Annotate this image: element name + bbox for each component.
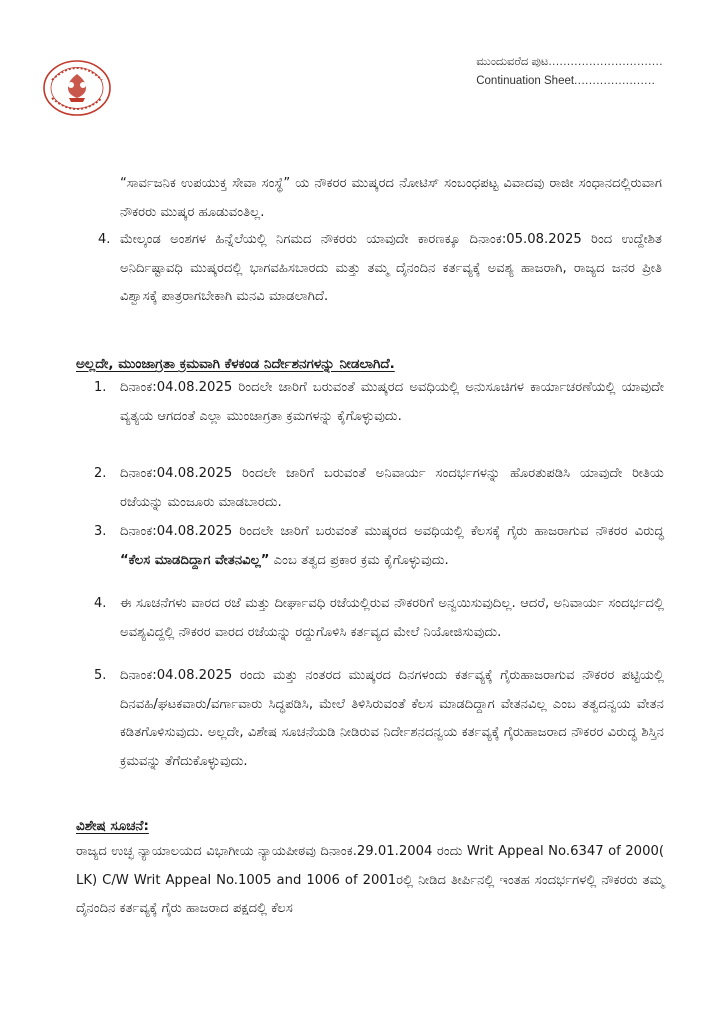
directive-text: ದಿನಾಂಕ:04.08.2025 ರಂದು ಮತ್ತು ನಂತರದ ಮುಷ್ಕರದ ದಿನಗಳಂದು ಕರ್ತವ್ಯಕ್ಕೆ ಗೈರುಹಾಜರಾಗುವ ನೌಕರರ ಪಟ್ಟಿಯಲ್ಲಿ ದಿನವಹಿ/ಘಟಕವಾರು/ವರ್ಗಾವಾರು ಸಿದ್ಧಪಡಿಸಿ, ಮೇಲೆ ತಿಳಿಸಿರುವಂತೆ ಕೆಲಸ ಮಾಡದಿದ್ದಾಗ ವೇತನವಿಲ್ಲ ಎಂಬ ತತ್ವದನ್ವಯ ವೇತನ ಕಡಿತಗೊಳಿಸುವುದು. ಅಲ್ಲದೇ, ವಿಶೇಷ ಸೂಚನೆಯಡಿ ನೀಡಿರುವ ನಿರ್ದೇಶನದನ್ವಯ ಕರ್ತವ್ಯಕ್ಕೆ ಗೈರುಹಾಜರಾದ ನೌಕರರ ವಿರುದ್ಧ ಶಿಸ್ತಿನ ಕ್ರಮವನ್ನು ತೆಗೆದುಕೊಳ್ಳುವುದು. xyxy=(120,668,664,769)
list-item-text: ಮೇಲ್ಕಂಡ ಅಂಶಗಳ ಹಿನ್ನೆಲೆಯಲ್ಲಿ ನಿಗಮದ ನೌಕರರು ಯಾವುದೇ ಕಾರಣಕ್ಕೂ ದಿನಾಂಕ:05.08.2025 ರಿಂದ ಉದ್ದೇಶಿತ ಅನಿರ್ದಿಷ್ಟಾವಧಿ ಮುಷ್ಕರದಲ್ಲಿ ಭಾಗವಹಿಸಬಾರದು ಮತ್ತು ತಮ್ಮ ದೈನಂದಿನ ಕರ್ತವ್ಯಕ್ಕೆ ಅವಶ್ಯ ಹಾಜರಾಗಿ, ರಾಜ್ಯದ ಜನರ ಪ್ರೀತಿ ವಿಶ್ವಾಸಕ್ಕೆ ಪಾತ್ರರಾಗಬೇಕಾಗಿ ಮನವಿ ಮಾಡಲಾಗಿದೆ. xyxy=(120,232,662,304)
directive-item xyxy=(94,460,664,517)
top-paragraph: “ಸಾರ್ವಜನಿಕ ಉಪಯುಕ್ತ ಸೇವಾ ಸಂಸ್ಥೆ” ಯ ನೌಕರರ ಮುಷ್ಕರದ ನೋಟಿಸ್ ಸಂಬಂಧಪಟ್ಟ ವಿವಾದವು ರಾಜೀ ಸಂಧಾನದಲ್ಲಿರುವಾಗ ನೌಕರರು ಮುಷ್ಕರ ಹೂಡುವಂತಿಲ್ಲ. xyxy=(120,176,662,220)
directive-number: 2. xyxy=(94,466,107,481)
directive-item xyxy=(94,662,664,776)
directive-number: 1. xyxy=(94,380,107,395)
directive-text: ದಿನಾಂಕ:04.08.2025 ರಿಂದಲೇ ಜಾರಿಗೆ ಬರುವಂತೆ ಅನಿವಾರ್ಯ ಸಂದರ್ಭಗಳನ್ನು ಹೊರತುಪಡಿಸಿ ಯಾವುದೇ ರೀತಿಯ ರಜೆಯನ್ನು ಮಂಜೂರು ಮಾಡಬಾರದು. xyxy=(120,466,664,510)
english-continuation-label: Continuation Sheet...................... xyxy=(476,75,656,87)
directive-text: ಈ ಸೂಚನೆಗಳು ವಾರದ ರಜೆ ಮತ್ತು ದೀರ್ಘಾವಧಿ ರಜೆಯಲ್ಲಿರುವ ನೌಕರರಿಗೆ ಅನ್ವಯಿಸುವುದಿಲ್ಲ. ಆದರೆ, ಅನಿವಾರ್ಯ ಸಂದರ್ಭದಲ್ಲಿ ಅವಶ್ಯವಿದ್ದಲ್ಲಿ ನೌಕರರ ವಾರದ ರಜೆಯನ್ನು ರದ್ದುಗೊಳಿಸಿ ಕರ್ತವ್ಯದ ಮೇಲೆ ನಿಯೋಜಿಸುವುದು. xyxy=(120,596,664,640)
directive-item xyxy=(94,590,664,647)
special-note-heading: ವಿಶೇಷ ಸೂಚನೆ: xyxy=(76,818,149,834)
ksrtc-seal-icon xyxy=(38,58,116,118)
directive-item xyxy=(94,374,664,431)
directive-number: 4. xyxy=(94,596,107,611)
directive-number: 3. xyxy=(94,524,107,539)
list-item xyxy=(98,226,662,312)
no-work-no-pay-phrase: “ಕೆಲಸ ಮಾಡದಿದ್ದಾಗ ವೇತನವಿಲ್ಲ” xyxy=(120,552,270,568)
directive-text: ದಿನಾಂಕ:04.08.2025 ರಿಂದಲೇ ಜಾರಿಗೆ ಬರುವಂತೆ ಮುಷ್ಕರದ ಅವಧಿಯಲ್ಲಿ ಅನುಸೂಚಿಗಳ ಕಾರ್ಯಾಚರಣೆಯಲ್ಲಿ ಯಾವುದೇ ವ್ಯತ್ಯಯ ಆಗದಂತೆ ಎಲ್ಲಾ ಮುಂಜಾಗ್ರತಾ ಕ್ರಮಗಳನ್ನು ಕೈಗೊಳ್ಳುವುದು. xyxy=(120,380,664,424)
directive-number: 5. xyxy=(94,668,107,683)
list-item-number: 4. xyxy=(98,232,111,247)
directive-item xyxy=(94,518,664,575)
special-note-text: ರಾಜ್ಯದ ಉಚ್ಛ ನ್ಯಾಯಾಲಯದ ವಿಭಾಗೀಯ ನ್ಯಾಯಪೀಠವು ದಿನಾಂಕ.29.01.2004 ರಂದು Writ Appeal No.6347 of 2000( LK) C/W Writ Appeal No.1005 and 1006 of 2001ರಲ್ಲಿ ನೀಡಿದ ತೀರ್ಪಿನಲ್ಲಿ ಇಂತಹ ಸಂದರ್ಭಗಳಲ್ಲಿ ನೌಕರರು ತಮ್ಮ ದೈನಂದಿನ ಕರ್ತವ್ಯಕ್ಕೆ ಗೈರು ಹಾಜರಾದ ಪಕ್ಷದಲ್ಲಿ ಕೆಲಸ xyxy=(76,844,664,916)
directive-text: ದಿನಾಂಕ:04.08.2025 ರಿಂದಲೇ ಜಾರಿಗೆ ಬರುವಂತೆ ಮುಷ್ಕರದ ಅವಧಿಯಲ್ಲಿ ಕೆಲಸಕ್ಕೆ ಗೈರು ಹಾಜರಾಗುವ ನೌಕರರ ವಿರುದ್ಧ “ಕೆಲಸ ಮಾಡದಿದ್ದಾಗ ವೇತನವಿಲ್ಲ” ಎಂಬ ತತ್ವದ ಪ್ರಕಾರ ಕ್ರಮ ಕೈಗೊಳ್ಳುವುದು. xyxy=(120,524,664,568)
kannada-continuation-label: ಮುಂದುವರೆದ ಪುಟ............................... xyxy=(476,56,663,68)
section-heading: ಅಲ್ಲದೇ, ಮುಂಜಾಗ್ರತಾ ಕ್ರಮವಾಗಿ ಕೆಳಕಂಡ ನಿರ್ದೇಶನಗಳನ್ನು ನೀಡಲಾಗಿದೆ. xyxy=(76,356,395,372)
continuation-sheet-header xyxy=(476,56,663,87)
